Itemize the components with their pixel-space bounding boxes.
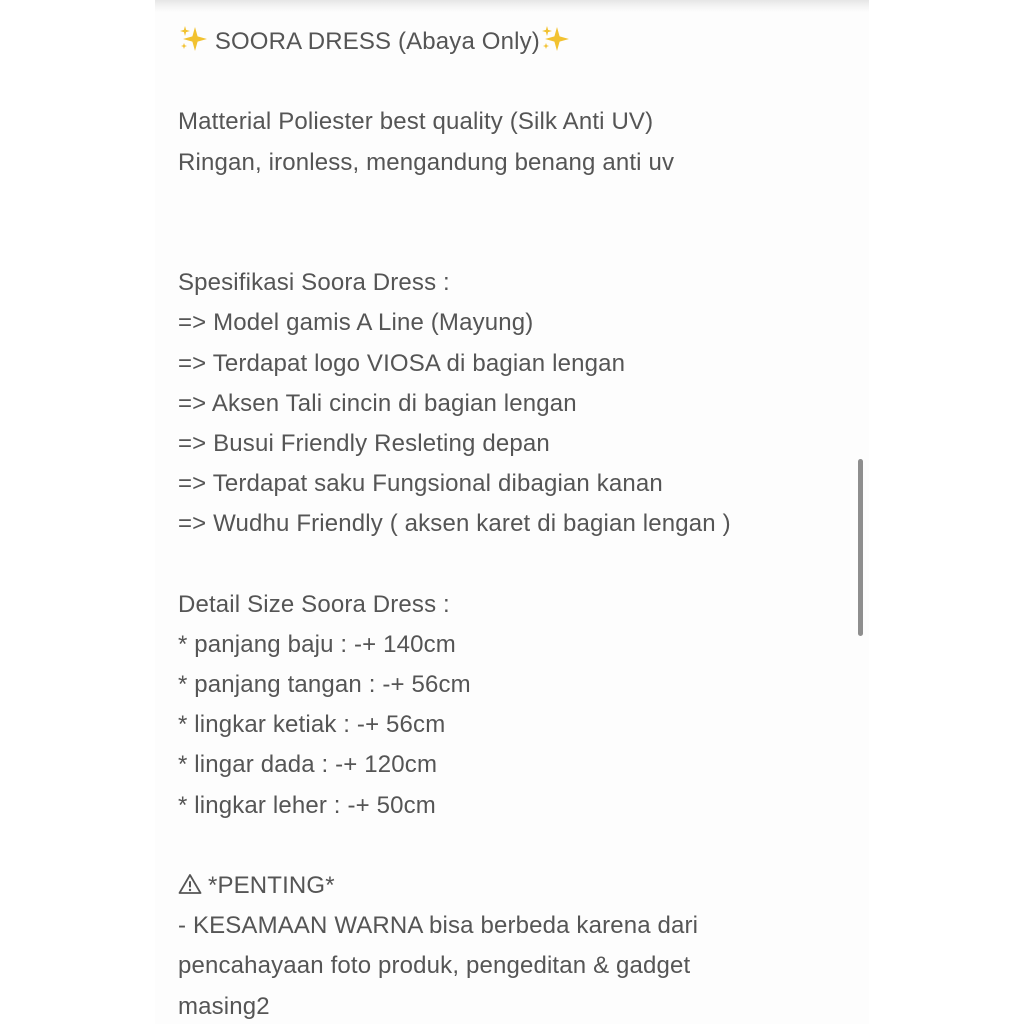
- sparkles-icon: [540, 25, 570, 53]
- spacer: [178, 544, 848, 584]
- important-heading: *PENTING*: [208, 871, 335, 899]
- important-line: pencahayaan foto produk, pengeditan & gadget: [178, 952, 691, 980]
- product-description: [178, 22, 848, 1024]
- description-panel[interactable]: [155, 0, 869, 1024]
- size-item: * panjang baju : -+ 140cm: [178, 630, 456, 658]
- material-line: Matterial Poliester best quality (Silk Anti UV): [178, 108, 654, 136]
- product-title: SOORA DRESS (Abaya Only): [214, 28, 540, 55]
- important-heading-line: [178, 866, 848, 906]
- size-item: * panjang tangan : -+ 56cm: [178, 671, 471, 698]
- top-shadow: [155, 0, 869, 12]
- spacer: [178, 62, 848, 102]
- spec-item: => Aksen Tali cincin di bagian lengan: [178, 389, 577, 417]
- warning-icon: [178, 868, 202, 890]
- spec-item: => Terdapat logo VIOSA di bagian lengan: [178, 349, 626, 377]
- size-heading: Detail Size Soora Dress :: [178, 590, 450, 618]
- sparkles-icon: [178, 25, 208, 53]
- size-item: * lingkar ketiak : -+ 56cm: [178, 711, 446, 739]
- spec-heading: Spesifikasi Soora Dress :: [178, 269, 450, 297]
- spec-item: => Terdapat saku Fungsional dibagian kanan: [178, 470, 663, 498]
- spacer: [178, 223, 848, 263]
- size-item: * lingkar leher : -+ 50cm: [178, 791, 436, 819]
- spacer: [178, 826, 848, 866]
- spec-item: => Wudhu Friendly ( aksen karet di bagian lengan ): [178, 510, 731, 538]
- spec-item: => Model gamis A Line (Mayung): [178, 309, 534, 337]
- size-item: * lingar dada : -+ 120cm: [178, 751, 438, 779]
- important-line: - KESAMAAN WARNA bisa berbeda karena dari: [178, 912, 699, 940]
- scrollbar-thumb[interactable]: [858, 459, 863, 636]
- important-line: masing2: [178, 992, 270, 1020]
- material-line: Ringan, ironless, mengandung benang anti uv: [178, 148, 675, 176]
- spacer: [178, 183, 848, 223]
- title-line: [178, 22, 848, 62]
- spec-item: => Busui Friendly Resleting depan: [178, 429, 550, 457]
